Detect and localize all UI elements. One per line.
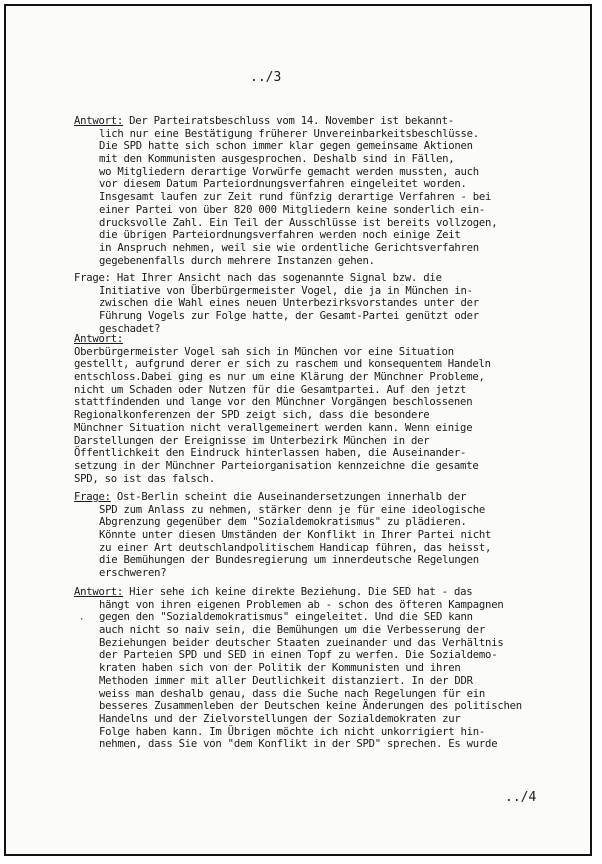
text-line: Hat Ihrer Ansicht nach das sogenannte Signal bzw. die xyxy=(110,272,442,284)
text-line: hängt von ihren eigenen Problemen ab - schon des öfteren Kampagnen xyxy=(99,598,504,611)
text-line: Könnte unter diesen Umständen der Konflikt in Ihrer Partei nicht xyxy=(99,529,492,542)
answer-section-3 xyxy=(74,586,589,751)
text-line: SPD, so ist das falsch. xyxy=(74,472,215,485)
text-line: weiss man deshalb genau, dass die Suche nach Regelungen für ein xyxy=(99,687,486,700)
text-line: stattfindenden und lange vor den Münchner Vorgängen beschlossenen xyxy=(74,396,473,409)
text-line: besseres Zusammenleben der Deutschen keine Änderungen des politischen xyxy=(99,700,522,713)
text-line: in Anspruch nehmen, weil sie wie ordentliche Gerichtsverfahren xyxy=(99,241,479,254)
text-line: mit den Kommunisten ausgesprochen. Deshalb sind in Fällen, xyxy=(99,153,455,166)
text-line: setzung in der Münchner Parteiorganisation kennzeichne die gesamte xyxy=(74,459,479,472)
section-label: Frage: xyxy=(74,491,111,503)
question-section-2 xyxy=(74,491,589,580)
text-line: geschadet? xyxy=(99,322,161,335)
text-line: Ost-Berlin scheint die Auseinandersetzungen innerhalb der xyxy=(110,491,467,503)
page-number-bottom: ../4 xyxy=(505,790,537,805)
margin-mark: · xyxy=(79,615,85,625)
text-line: Methoden immer mit aller Deutlichkeit distanziert. In der DDR xyxy=(99,674,473,687)
text-line: lich nur eine Bestätigung früherer Unvereinbarkeitsbeschlüsse. xyxy=(99,127,479,140)
text-line: Öffentlichkeit den Eindruck hinterlassen haben, die Auseinander- xyxy=(74,447,467,460)
section-label: Antwort: xyxy=(74,333,124,345)
text-line: Handelns und der Zielvorstellungen der Sozialdemokraten zur xyxy=(99,712,461,725)
text-line: Regionalkonferenzen der SPD zeigt sich, dass die besondere xyxy=(74,409,430,422)
text-line: nicht um Schaden oder Nutzen für die Gesamtpartei. Auf den jetzt xyxy=(74,383,467,396)
text-line: Der Parteiratsbeschluss vom 14. November ist bekannt- xyxy=(123,115,454,127)
text-line: die Bemühungen der Bundesregierung um innerdeutsche Regelungen xyxy=(99,554,479,567)
text-line: kraten haben sich von der Politik der Kommunisten und ihren xyxy=(99,662,461,675)
question-section-1 xyxy=(74,272,589,335)
text-line: auch nicht so naiv sein, die Bemühungen um die Verbesserung der xyxy=(99,624,486,637)
text-line: Beziehungen beider deutscher Staaten zueinander und das Verhältnis xyxy=(99,636,504,649)
text-line: drucksvolle Zahl. Ein Teil der Ausschlüsse ist bereits vollzogen, xyxy=(99,216,498,229)
text-line: Oberbürgermeister Vogel sah sich in München vor eine Situation xyxy=(74,345,454,358)
text-line: vor diesem Datum Parteiordnungsverfahren eingeleitet worden. xyxy=(99,178,467,191)
section-label: Frage: xyxy=(74,272,111,284)
text-line: gegen den "Sozialdemokratismus" eingeleitet. Und die SED kann xyxy=(99,611,473,624)
section-label: Antwort: xyxy=(74,115,124,127)
text-line: entschloss.Dabei ging es nur um eine Klärung der Münchner Probleme, xyxy=(74,371,485,384)
text-line: Abgrenzung gegenüber dem "Sozialdemokratismus" zu plädieren. xyxy=(99,516,467,529)
text-line: erschweren? xyxy=(99,567,167,580)
text-line: Hier sehe ich keine direkte Beziehung. Die SED hat - das xyxy=(123,586,473,598)
page-number-top: ../3 xyxy=(250,70,282,85)
text-line: nehmen, dass Sie von "dem Konflikt in der SPD" sprechen. Es wurde xyxy=(99,738,498,751)
text-line: einer Partei von über 820 000 Mitgliedern keine sonderlich ein- xyxy=(99,203,486,216)
text-line: die übrigen Parteiordnungsverfahren werden noch einige Zeit xyxy=(99,229,461,242)
text-line: gestellt, aufgrund derer er sich zu raschem und konsequentem Handeln xyxy=(74,358,491,371)
text-line: Initiative von Überbürgermeister Vogel, die ja in München in- xyxy=(99,284,473,297)
answer-section-2 xyxy=(74,333,589,485)
text-line: Insgesamt laufen zur Zeit rund fünfzig derartige Verfahren - bei xyxy=(99,191,492,204)
text-line: gegebenenfalls durch mehrere Instanzen gehen. xyxy=(99,254,375,267)
text-line: zu einer Art deutschlandpolitischem Handicap führen, das heisst, xyxy=(99,541,492,554)
text-line: Die SPD hatte sich schon immer klar gegen gemeinsame Aktionen xyxy=(99,140,473,153)
text-line: Führung Vogels zur Folge hatte, der Gesamt-Partei genützt oder xyxy=(99,310,479,323)
text-line: wo Mitgliedern derartige Vorwürfe gemacht werden mussten, auch xyxy=(99,165,479,178)
section-label: Antwort: xyxy=(74,586,124,598)
text-line: Darstellungen der Ereignisse im Unterbezirk München in der xyxy=(74,434,430,447)
text-line: Folge haben kann. Im Übrigen möchte ich nicht unkorrigiert hin- xyxy=(99,725,486,738)
text-line: der Parteien SPD und SED in einen Topf zu werfen. Die Sozialdemo- xyxy=(99,649,498,662)
text-line: zwischen die Wahl eines neuen Unterbezirksvorstandes unter der xyxy=(99,297,479,310)
text-line: SPD zum Anlass zu nehmen, stärker denn je für eine ideologische xyxy=(99,503,486,516)
text-line: Münchner Situation nicht verallgemeinert werden kann. Wenn einige xyxy=(74,421,473,434)
answer-section-1 xyxy=(74,115,589,267)
